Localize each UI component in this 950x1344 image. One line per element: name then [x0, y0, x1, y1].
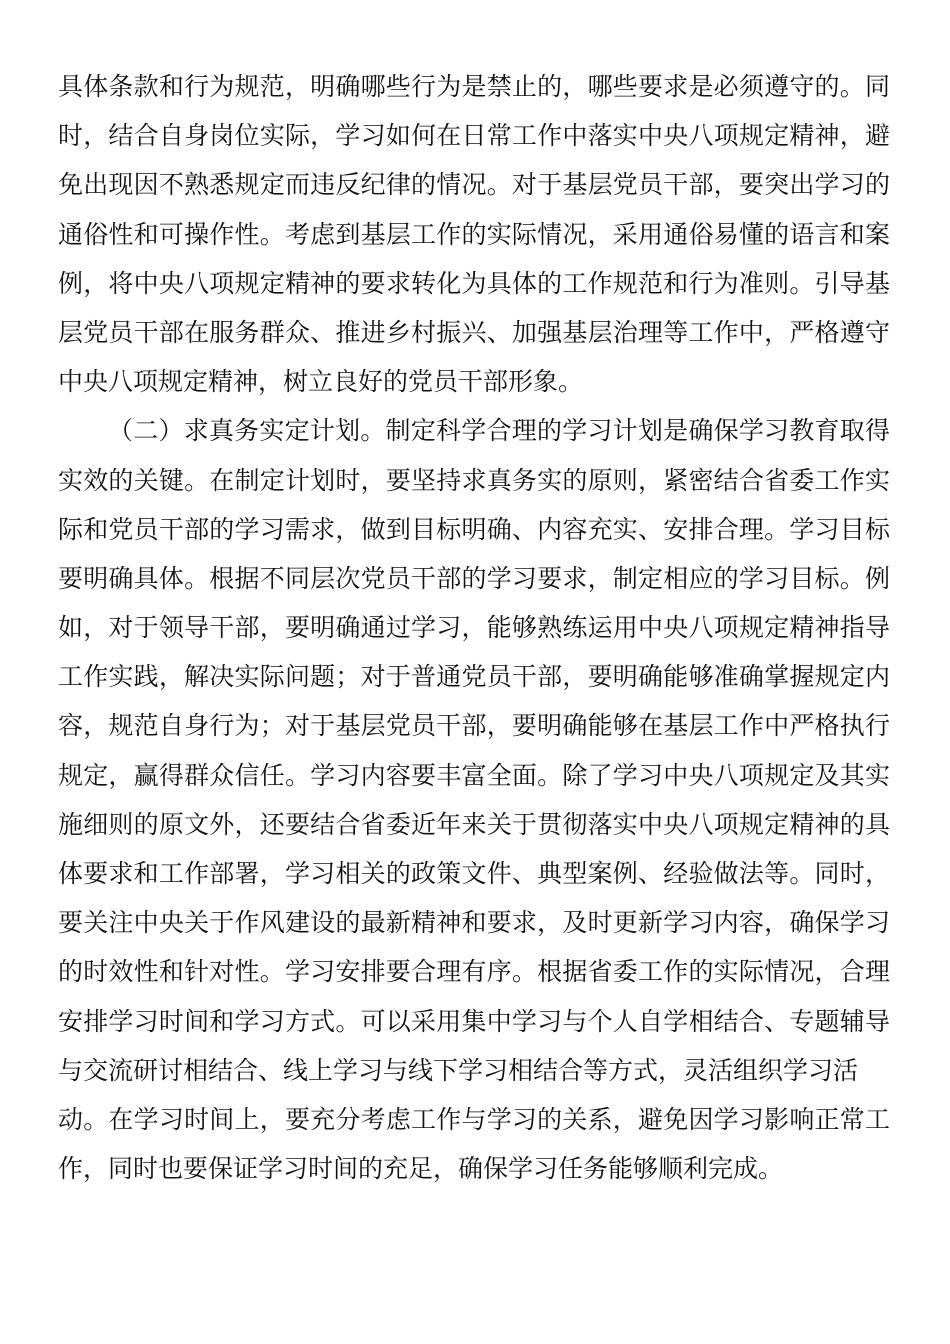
text-line: 例，将中央八项规定精神的要求转化为具体的工作规范和行为准则。引导基: [58, 268, 890, 298]
text-line: 实效的关键。在制定计划时，要坚持求真务实的原则，紧密结合省委工作实: [58, 465, 890, 495]
text-line: 作，同时也要保证学习时间的充足，确保学习任务能够顺利完成。: [58, 1154, 784, 1184]
text-line: （二）求真务实定计划。制定科学合理的学习计划是确保学习教育取得: [108, 416, 890, 446]
text-line: 施细则的原文外，还要结合省委近年来关于贯彻落实中央八项规定精神的具: [58, 809, 890, 839]
text-line: 容，规范自身行为；对于基层党员干部，要明确能够在基层工作中严格执行: [58, 711, 890, 741]
text-line: 免出现因不熟悉规定而违反纪律的情况。对于基层党员干部，要突出学习的: [58, 170, 890, 200]
document-page: [58, 62, 890, 1193]
text-line: 如，对于领导干部，要明确通过学习，能够熟练运用中央八项规定精神指导: [58, 613, 890, 643]
text-line: 要关注中央关于作风建设的最新精神和要求，及时更新学习内容，确保学习: [58, 908, 890, 938]
text-line: 与交流研讨相结合、线上学习与线下学习相结合等方式，灵活组织学习活: [58, 1055, 859, 1085]
text-line: 的时效性和针对性。学习安排要合理有序。根据省委工作的实际情况，合理: [58, 957, 890, 987]
text-line: 具体条款和行为规范，明确哪些行为是禁止的，哪些要求是必须遵守的。同: [58, 72, 890, 101]
text-line: 要明确具体。根据不同层次党员干部的学习要求，制定相应的学习目标。例: [58, 563, 890, 593]
text-line: 规定，赢得群众信任。学习内容要丰富全面。除了学习中央八项规定及其实: [58, 760, 890, 790]
text-line: 体要求和工作部署，学习相关的政策文件、典型案例、经验做法等。同时，: [58, 859, 890, 888]
text-line: 中央八项规定精神，树立良好的党员干部形象。: [58, 367, 584, 397]
text-line: 层党员干部在服务群众、推进乡村振兴、加强基层治理等工作中，严格遵守: [58, 317, 890, 347]
text-line: 际和党员干部的学习需求，做到目标明确、内容充实、安排合理。学习目标: [58, 514, 890, 544]
text-line: 时，结合自身岗位实际，学习如何在日常工作中落实中央八项规定精神，避: [58, 121, 890, 151]
paragraph-1: [58, 62, 890, 406]
text-line: 动。在学习时间上，要充分考虑工作与学习的关系，避免因学习影响正常工: [58, 1104, 890, 1134]
text-line: 工作实践，解决实际问题；对于普通党员干部，要明确能够准确掌握规定内: [58, 662, 890, 692]
text-line: 安排学习时间和学习方式。可以采用集中学习与个人自学相结合、专题辅导: [58, 1006, 890, 1036]
paragraph-2: [58, 406, 890, 1193]
text-line: 通俗性和可操作性。考虑到基层工作的实际情况，采用通俗易懂的语言和案: [58, 219, 890, 249]
